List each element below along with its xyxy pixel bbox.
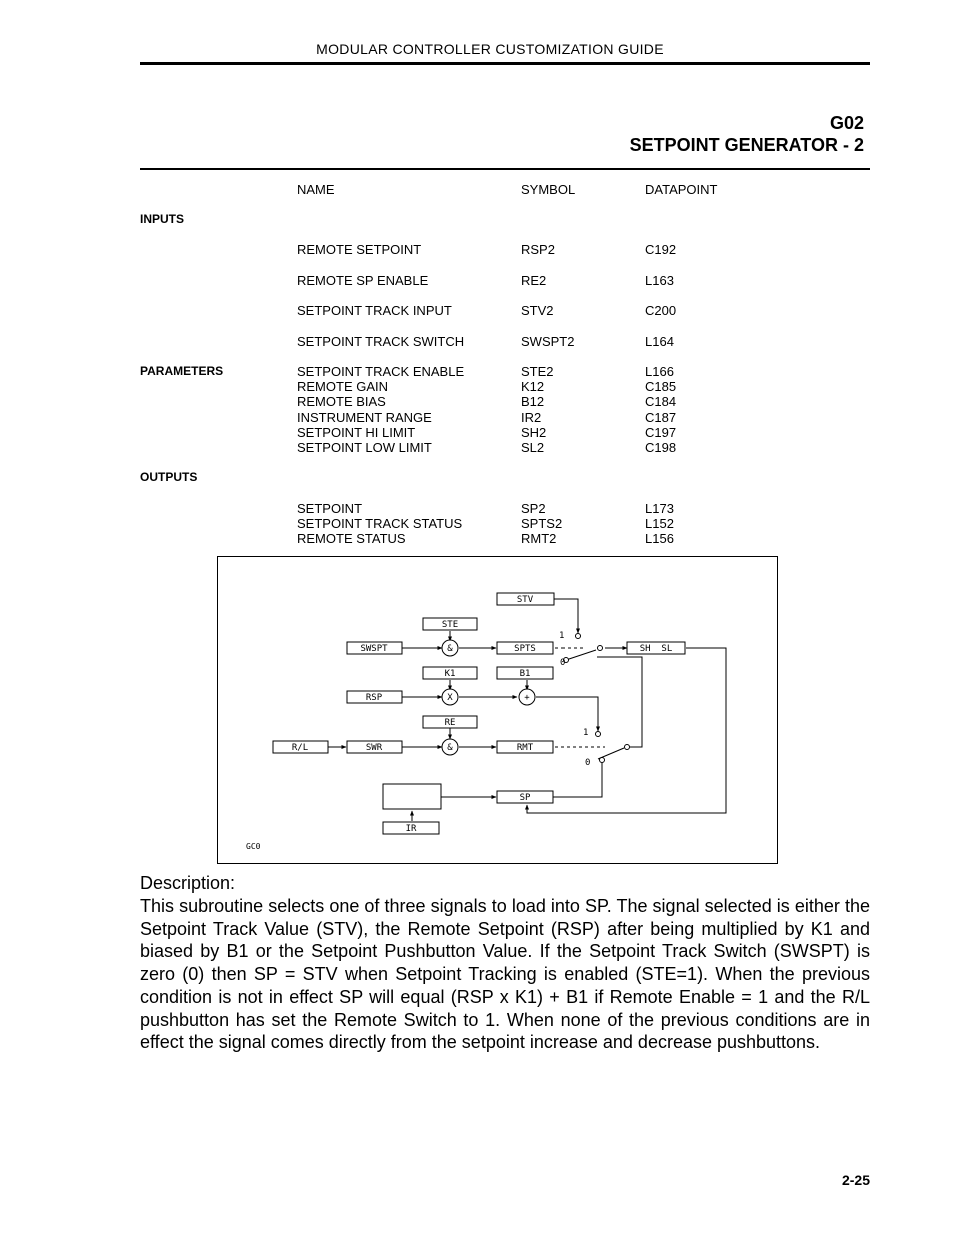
output-datapoint: L173: [645, 501, 674, 516]
operator-and-symbol: &: [447, 743, 453, 753]
output-datapoint: L152: [645, 516, 674, 531]
parameter-datapoint: C185: [645, 379, 677, 394]
parameter-name: INSTRUMENT RANGE: [297, 410, 432, 425]
label-re: RE: [444, 718, 456, 728]
label-rmt: RMT: [516, 743, 534, 753]
output-name: REMOTE STATUS: [297, 531, 406, 546]
label-rsp: RSP: [365, 693, 383, 703]
parameter-name: REMOTE GAIN: [297, 379, 389, 394]
parameter-name: REMOTE BIAS: [297, 394, 386, 409]
col-header-symbol: SYMBOL: [521, 182, 576, 197]
output-name: SETPOINT TRACK STATUS: [297, 516, 463, 531]
input-datapoint: C200: [645, 303, 677, 318]
parameter-symbol: SL2: [521, 440, 545, 455]
switch-contact: [625, 745, 630, 750]
section-code: G02: [829, 113, 864, 133]
parameter-symbol: B12: [521, 394, 545, 409]
operator-multiply-symbol: X: [447, 693, 453, 703]
parameter-datapoint: C184: [645, 394, 677, 409]
section-label-inputs: INPUTS: [140, 212, 185, 226]
parameter-symbol: IR2: [521, 410, 542, 425]
input-datapoint: L163: [645, 273, 674, 288]
parameter-symbol: SH2: [521, 425, 547, 440]
label-ste: STE: [441, 620, 459, 630]
label-b1: B1: [519, 669, 531, 679]
label-k1: K1: [444, 669, 456, 679]
diagram-code: GC0: [246, 842, 261, 851]
title-rule: [140, 168, 870, 170]
switch2-label-one: 1: [583, 728, 589, 738]
parameter-name: SETPOINT HI LIMIT: [297, 425, 416, 440]
label-shsl: SH SL: [639, 644, 673, 654]
output-symbol: RMT2: [521, 531, 557, 546]
label-rl: R/L: [291, 743, 309, 753]
switch-contact: [600, 758, 605, 763]
section-label-outputs: OUTPUTS: [140, 470, 198, 484]
col-header-name: NAME: [297, 182, 335, 197]
parameter-name: SETPOINT TRACK ENABLE: [297, 364, 465, 379]
switch1-label-zero: 0: [560, 658, 566, 668]
section-title: SETPOINT GENERATOR - 2: [629, 135, 864, 155]
operator-and-symbol: &: [447, 644, 453, 654]
output-symbol: SP2: [521, 501, 546, 516]
switch2-label-zero: 0: [585, 758, 591, 768]
input-symbol: RE2: [521, 273, 547, 288]
input-datapoint: C192: [645, 242, 677, 257]
label-ir: IR: [405, 824, 417, 834]
description-body: This subroutine selects one of three signals to load into SP. The signal selected is either the Setpoint Track Value (STV), the Remote Setpoint (RSP) after being multiplied by K1 and biased by B1 or the Setpoint Pushbutton Value. If the Setpoint Track Switch (SWSPT) is zero (0) then SP = STV when Setpoint Tracking is enabled (STE=1). When the previous condition is not in effect SP will equal (RSP x K1) + B1 if Remote Enable = 1 and the R/L pushbutton has set the Remote Switch to 1. When none of the previous conditions are in effect the signal comes directly from the setpoint increase and decrease pushbuttons.: [140, 896, 870, 1053]
switch-contact: [576, 634, 581, 639]
parameter-symbol: K12: [521, 379, 545, 394]
label-spts: SPTS: [514, 644, 536, 654]
input-symbol: STV2: [521, 303, 554, 318]
label-swspt: SWSPT: [360, 644, 388, 654]
label-sp: SP: [519, 793, 531, 803]
output-name: SETPOINT: [297, 501, 363, 516]
parameter-datapoint: C187: [645, 410, 677, 425]
operator-plus-symbol: +: [524, 693, 530, 703]
box-pushbuttons: [383, 784, 441, 809]
input-name: SETPOINT TRACK INPUT: [297, 303, 452, 318]
switch-contact: [596, 732, 601, 737]
setpoint-generator-diagram: [217, 556, 778, 864]
parameter-datapoint: C198: [645, 440, 677, 455]
col-header-datapoint: DATAPOINT: [645, 182, 718, 197]
input-name: REMOTE SETPOINT: [297, 242, 422, 257]
parameter-symbol: STE2: [521, 364, 554, 379]
switch1-label-one: 1: [559, 631, 565, 641]
running-header: MODULAR CONTROLLER CUSTOMIZATION GUIDE: [316, 41, 664, 57]
input-symbol: RSP2: [521, 242, 555, 257]
switch-contact: [598, 646, 603, 651]
input-name: SETPOINT TRACK SWITCH: [297, 334, 465, 349]
input-symbol: SWSPT2: [521, 334, 575, 349]
output-datapoint: L156: [645, 531, 674, 546]
parameter-datapoint: C197: [645, 425, 677, 440]
page-number: 2-25: [841, 1172, 870, 1188]
input-name: REMOTE SP ENABLE: [297, 273, 429, 288]
parameter-datapoint: L166: [645, 364, 674, 379]
output-symbol: SPTS2: [521, 516, 563, 531]
description-heading: Description:: [140, 873, 236, 893]
section-label-parameters: PARAMETERS: [140, 364, 224, 378]
input-datapoint: L164: [645, 334, 674, 349]
label-stv: STV: [516, 595, 534, 605]
label-swr: SWR: [365, 743, 383, 753]
header-rule: [140, 62, 870, 65]
parameter-name: SETPOINT LOW LIMIT: [297, 440, 432, 455]
